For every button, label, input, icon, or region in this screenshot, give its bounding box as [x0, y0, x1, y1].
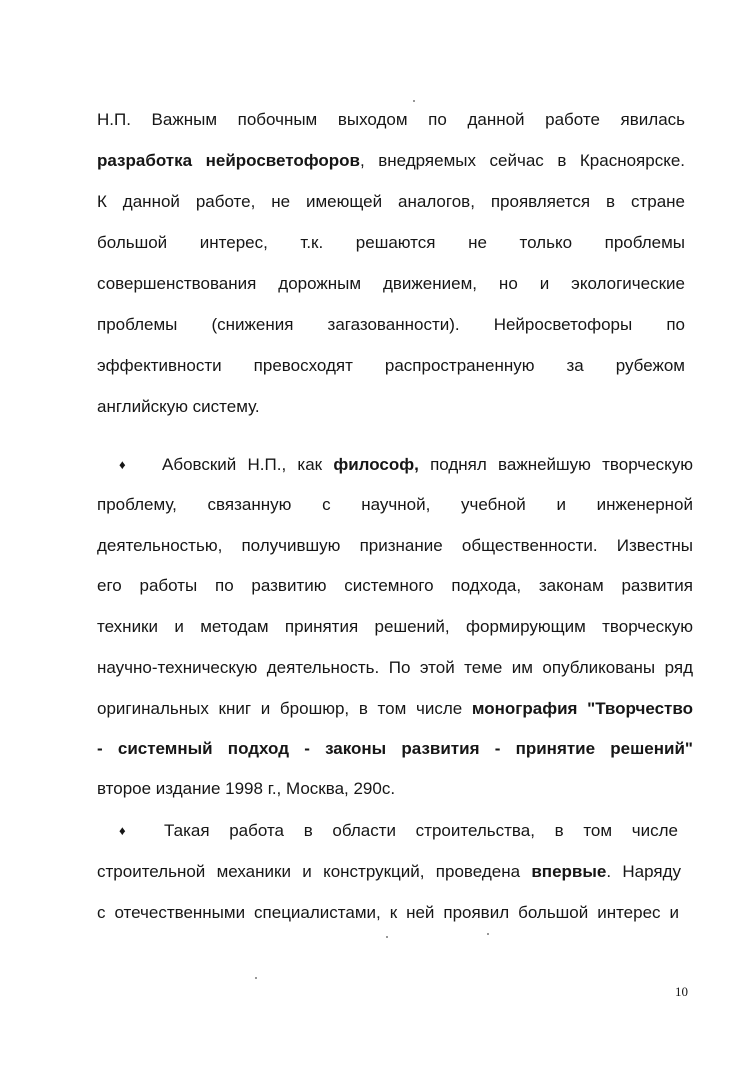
paragraph-2-line-2: проблему, связанную с научной, учебной и инженерной	[97, 495, 693, 514]
paragraph-3-line-2-b: . Наряду	[606, 862, 681, 881]
paragraph-3-line-1: Такая работа в области строительства, в том числе	[164, 821, 678, 840]
paragraph-1-line-7: эффективности превосходят распространенную за рубежом	[97, 356, 685, 375]
bold-monograph-title-start: монография "Творчество	[471, 699, 693, 718]
scan-speck	[255, 977, 257, 979]
paragraph-2-line-1-a: Абовский Н.П., как	[162, 455, 334, 474]
paragraph-2-line-7	[97, 698, 693, 720]
paragraph-2-line-3: деятельностью, получившую признание общественности. Известны	[97, 536, 693, 555]
scan-speck	[386, 936, 388, 938]
paragraph-2-line-8-monograph-title: - системный подход - законы развития - принятие решений"	[97, 739, 693, 758]
bold-word-first-time: впервые	[531, 862, 607, 881]
paragraph-1-line-4: большой интерес, т.к. решаются не только проблемы	[97, 233, 685, 252]
paragraph-2-line-7-a: оригинальных книг и брошюр, в том числе	[97, 699, 472, 718]
paragraph-1-line-2-rest: , внедряемых сейчас в Красноярске.	[360, 151, 686, 170]
paragraph-3-line-2-a: строительной механики и конструкций, проведена	[97, 862, 532, 881]
paragraph-2-line-5: техники и методам принятия решений, формирующим творческую	[97, 617, 693, 636]
page-number: 10	[675, 984, 688, 999]
scan-speck	[413, 100, 415, 102]
paragraph-2-line-4: его работы по развитию системного подхода, законам развития	[97, 576, 693, 595]
bullet-diamond-icon: ♦	[119, 457, 126, 472]
paragraph-1-line-5: совершенствования дорожным движением, но и экологические	[97, 274, 685, 293]
bold-word-philosopher: философ,	[333, 455, 419, 474]
paragraph-2-line-1-b: поднял важнейшую творческую	[418, 455, 694, 474]
paragraph-2-line-1	[162, 454, 693, 476]
paragraph-2-line-9: второе издание 1998 г., Москва, 290с.	[97, 779, 396, 798]
paragraph-1-line-1: Н.П. Важным побочным выходом по данной работе явилась	[97, 110, 685, 129]
paragraph-2-line-6: научно-техническую деятельность. По этой теме им опубликованы ряд	[97, 658, 693, 677]
paragraph-1-line-8: английскую систему.	[97, 397, 260, 416]
paragraph-1-line-3: К данной работе, не имеющей аналогов, проявляется в стране	[97, 192, 685, 211]
bold-phrase-neuro-traffic-lights: разработка нейросветофоров	[97, 151, 360, 170]
paragraph-3-line-3: с отечественными специалистами, к ней проявил большой интерес и	[97, 903, 679, 922]
scan-speck	[487, 933, 489, 935]
paragraph-1-line-6: проблемы (снижения загазованности). Нейросветофоры по	[97, 315, 685, 334]
paragraph-3-line-2	[97, 861, 681, 883]
paragraph-1-line-2	[97, 150, 685, 172]
bullet-diamond-icon: ♦	[119, 823, 126, 838]
